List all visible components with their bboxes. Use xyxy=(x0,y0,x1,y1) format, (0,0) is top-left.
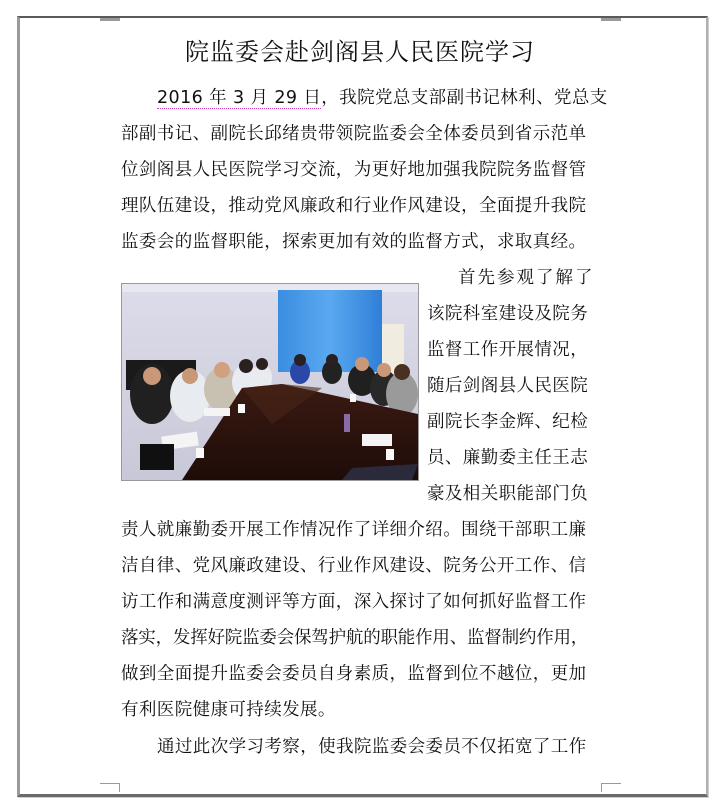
paragraph-line: 员、廉勤委主任王志 xyxy=(427,448,589,468)
paragraph-text: ，我院党总支部副书记林利、党总支 xyxy=(321,88,608,108)
meeting-photo xyxy=(121,283,419,481)
corner-mark-bottom-left xyxy=(100,783,120,784)
paragraph-line: 首先参观了解了 xyxy=(458,268,595,288)
paragraph-line: 有利医院健康可持续发展。 xyxy=(121,700,336,720)
paragraph-line: 洁自律、党风廉政建设、行业作风建设、院务公开工作、信 xyxy=(121,556,587,576)
corner-mark-bottom-right xyxy=(601,783,621,784)
paragraph-line: 监督工作开展情况， xyxy=(427,340,589,360)
document-title: 院监委会赴剑阁县人民医院学习 xyxy=(185,38,535,66)
paragraph-line: 监委会的监督职能，探索更加有效的监督方式，求取真经。 xyxy=(121,232,587,252)
paragraph-line: 豪及相关职能部门负 xyxy=(427,484,589,504)
paragraph-line: 责人就廉勤委开展工作情况作了详细介绍。围绕干部职工廉 xyxy=(121,520,587,540)
corner-mark-bottom-right-v xyxy=(601,783,602,792)
paragraph-line: 做到全面提升监委会委员自身素质，监督到位不越位，更加 xyxy=(121,664,587,684)
corner-mark-top-right xyxy=(601,18,621,21)
paragraph-line: 副院长李金辉、纪检 xyxy=(427,412,589,432)
paragraph-line xyxy=(157,84,608,109)
paragraph-line: 部副书记、副院长邱绪贵带领院监委会全体委员到省示范单 xyxy=(121,124,587,144)
paragraph-line: 位剑阁县人民医院学习交流，为更好地加强我院院务监督管 xyxy=(121,160,587,180)
paragraph-line: 该院科室建设及院务 xyxy=(427,304,589,324)
paragraph-line: 理队伍建设，推动党风廉政和行业作风建设，全面提升我院 xyxy=(121,196,587,216)
corner-mark-bottom-left-v xyxy=(119,783,120,792)
paragraph-line: 随后剑阁县人民医院 xyxy=(427,376,589,396)
corner-mark-top-left xyxy=(100,18,120,21)
paragraph-line: 落实，发挥好院监委会保驾护航的职能作用、监督制约作用， xyxy=(121,628,589,648)
date-text: 2016 年 3 月 29 日 xyxy=(157,88,322,108)
paragraph-line: 访工作和满意度测评等方面，深入探讨了如何抓好监督工作 xyxy=(121,592,587,612)
paragraph-line: 通过此次学习考察，使我院监委会委员不仅拓宽了工作 xyxy=(157,737,587,757)
